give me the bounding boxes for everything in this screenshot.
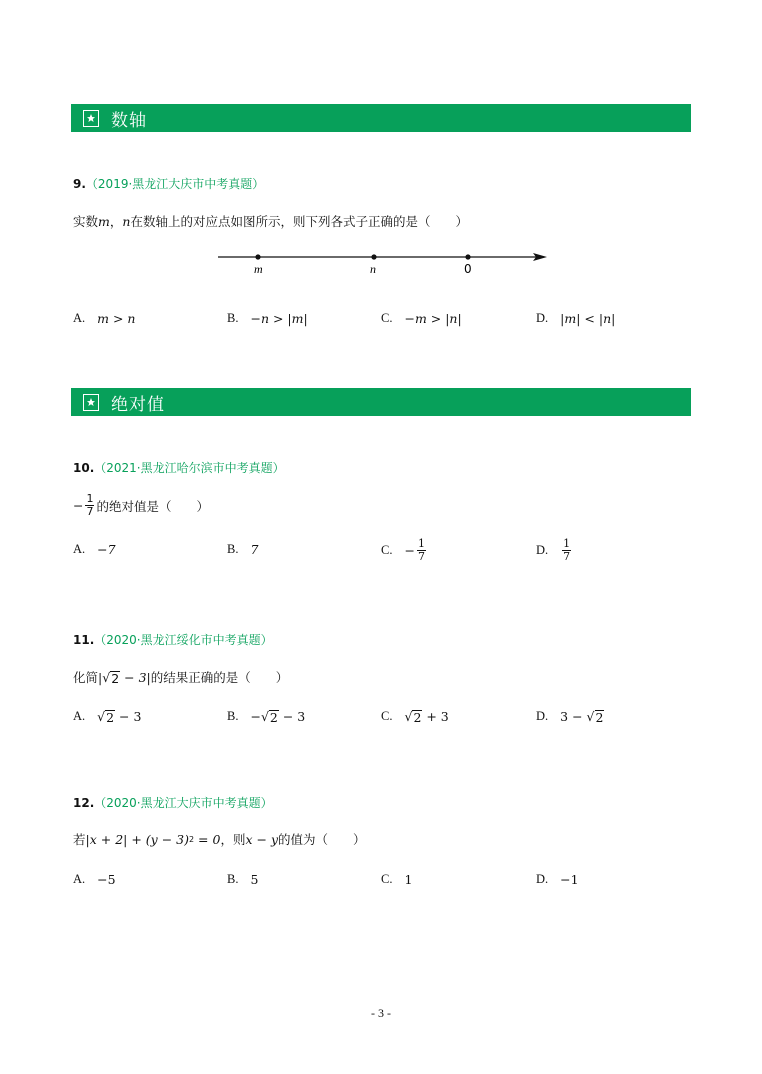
bookmark-star-icon [83, 110, 99, 127]
option-c[interactable]: C. −m > |n| [381, 311, 462, 326]
section-header-number-line [71, 104, 691, 132]
question-source: （2020·黑龙江大庆市中考真题） [94, 796, 273, 810]
option-a[interactable]: A. −7 [73, 542, 116, 557]
square-root: √ 2 [260, 709, 278, 725]
question-header [73, 459, 285, 476]
square-root: √ 2 [404, 709, 422, 725]
page-number: - 3 - [371, 1006, 391, 1020]
label-n: n [370, 262, 376, 276]
point-m [255, 254, 260, 259]
fraction: $\frac{1}{7}$ [86, 492, 94, 518]
label-zero: 0 [464, 262, 472, 276]
option-b[interactable]: B. 7 [227, 542, 259, 557]
label-m: m [254, 262, 263, 276]
option-a[interactable]: A. m > n [73, 311, 136, 326]
fraction: $\frac{1}{7}$ [563, 537, 571, 563]
option-b[interactable]: B. 5 [227, 872, 259, 887]
square-root: √ 2 [102, 669, 120, 686]
fraction: $\frac{1}{7}$ [417, 537, 425, 563]
option-a[interactable]: A. −5 [73, 872, 116, 887]
question-number: 11. [73, 633, 95, 647]
option-b[interactable]: B. − √ 2 − 3 [227, 709, 306, 725]
section-title: 绝对值 [111, 394, 165, 415]
option-d[interactable]: D. −1 [536, 872, 579, 887]
question-source: （2020·黑龙江绥化市中考真题） [94, 633, 273, 647]
section-header-absolute-value [71, 388, 691, 416]
question-source: （2021·黑龙江哈尔滨市中考真题） [94, 461, 285, 475]
section-title: 数轴 [111, 110, 147, 131]
question-stem: 化简 | √ 2 − 3 | 的结果正确的是（ ） [73, 669, 289, 686]
question-stem: − $\frac{1}{7}$ 的绝对值是（ ） [73, 492, 209, 518]
option-d[interactable]: D. |m| < |n| [536, 311, 616, 326]
option-a[interactable]: A. √ 2 − 3 [73, 709, 142, 725]
point-zero [465, 254, 470, 259]
question-number: 10. [73, 461, 95, 475]
question-header [73, 631, 273, 648]
question-number: 9. [73, 177, 86, 191]
option-c[interactable]: C. − $\frac{1}{7}$ [381, 537, 425, 563]
bookmark-star-icon [83, 394, 99, 411]
question-stem: 实数 m ， n 在数轴上的对应点如图所示，则下列各式子正确的是（ ） [73, 213, 468, 229]
option-c[interactable]: C. 1 [381, 872, 413, 887]
question-source: （2019·黑龙江大庆市中考真题） [85, 177, 265, 191]
option-c[interactable]: C. √ 2 + 3 [381, 709, 449, 725]
option-b[interactable]: B. −n > |m| [227, 311, 308, 326]
square-root: √ 2 [97, 709, 115, 725]
option-d[interactable]: D. $\frac{1}{7}$ [536, 537, 571, 563]
number-line-figure [215, 244, 555, 280]
question-header [73, 175, 264, 192]
point-n [371, 254, 376, 259]
question-header [73, 794, 273, 811]
option-d[interactable]: D. 3 − √ 2 [536, 709, 604, 725]
question-number: 12. [73, 796, 95, 810]
square-root: √ 2 [586, 709, 604, 725]
question-stem: 若 |x + 2| + (y − 3) 2 = 0 ，则 x − y 的值为（ ） [73, 831, 366, 847]
